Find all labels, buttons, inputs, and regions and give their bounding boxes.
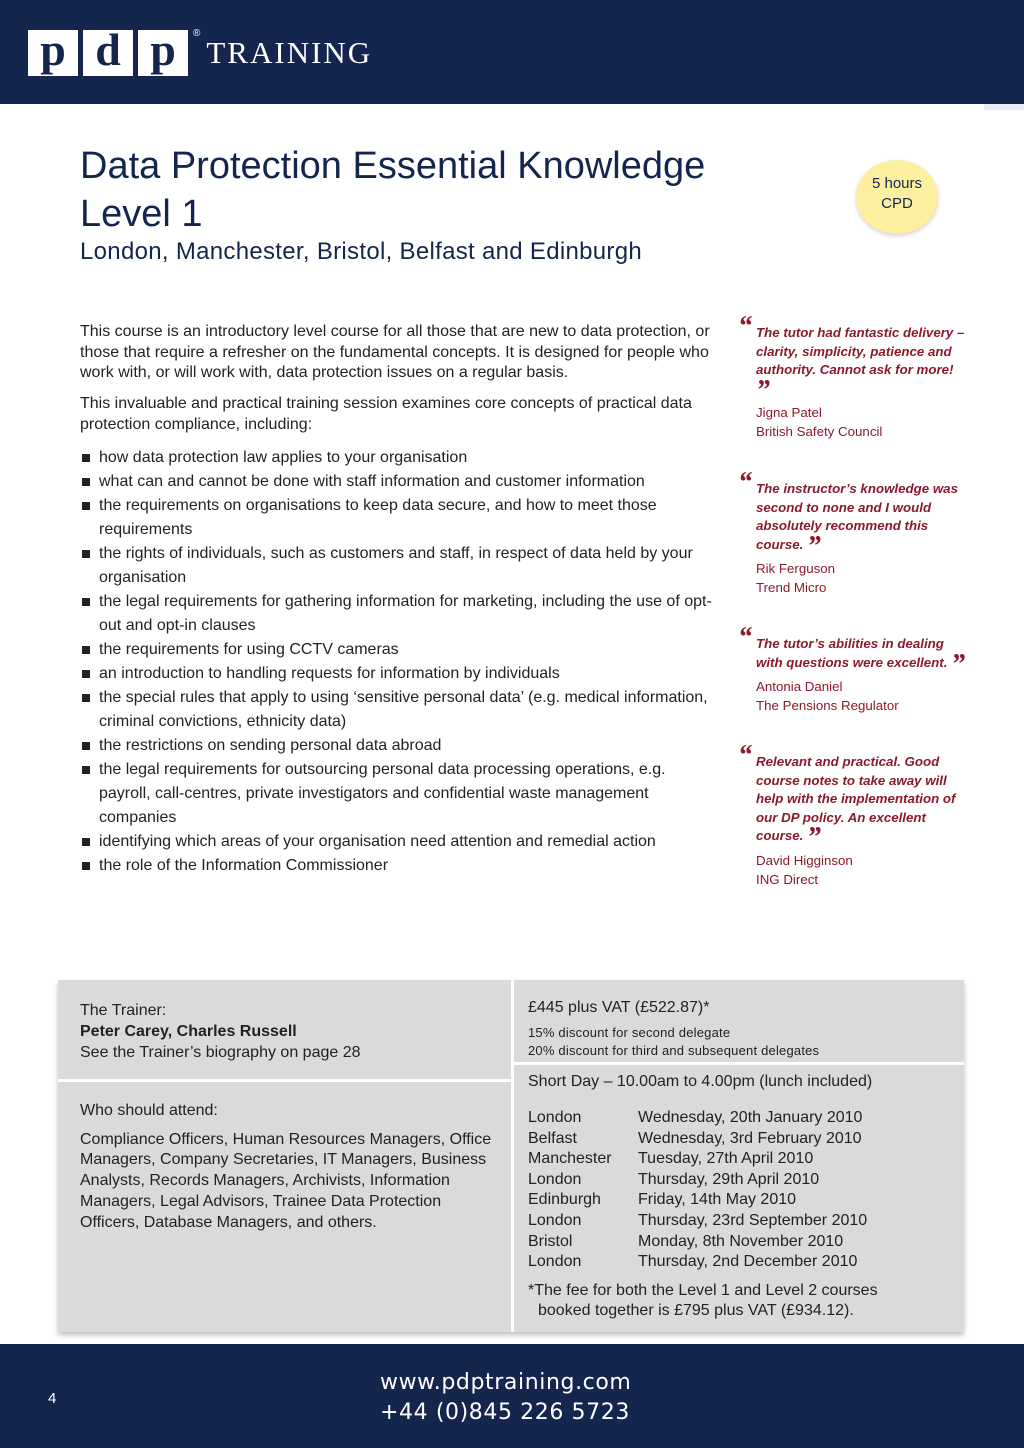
page-header [0, 0, 1024, 104]
testimonial-text: The instructor’s knowledge was second to none and I would absolutely recommend this course. [756, 481, 958, 552]
cpd-badge [856, 160, 938, 234]
topic-item: the requirements on organisations to keep data secure, and how to meet those requirements [80, 494, 720, 542]
course-price: £445 plus VAT (£522.87)* [528, 999, 710, 1016]
date-city: London [528, 1170, 582, 1188]
logo-letter-d: d [83, 30, 133, 76]
header-accent-strip [984, 104, 1024, 110]
testimonial-author: Rik Ferguson [756, 561, 836, 577]
bullet-square-icon [82, 694, 90, 702]
date-city: Manchester [528, 1150, 612, 1168]
table-row [528, 1252, 867, 1273]
phone-number[interactable]: +44 (0)845 226 5723 [380, 1400, 630, 1425]
testimonial-organisation: Trend Micro [756, 579, 827, 595]
table-row [528, 1190, 867, 1211]
testimonial-text: The tutor had fantastic delivery – clarity, simplicity, patience and authority. Cannot ask for more! [756, 325, 965, 378]
intro-paragraph-2: This invaluable and practical training session examines core concepts of practical data protection compliance, including: [80, 395, 692, 433]
testimonial [738, 311, 968, 442]
testimonial-quote [738, 311, 968, 406]
audience-section [80, 1101, 500, 1233]
topic-item: how data protection law applies to your organisation [80, 446, 720, 470]
bullet-square-icon [82, 550, 90, 558]
trainer-section [80, 1000, 361, 1063]
schedule-heading: Short Day – 10.00am to 4.00pm (lunch included) [528, 1073, 873, 1090]
discount-item: 20% discount for third and subsequent delegates [528, 1042, 820, 1058]
topic-item: the rights of individuals, such as customers and staff, in respect of data held by your organisation [80, 542, 720, 590]
dates-table [528, 1108, 867, 1273]
open-quote-icon: “ [738, 622, 752, 653]
bullet-square-icon [82, 742, 90, 750]
close-quote-icon: ” [807, 822, 822, 854]
date-value: Wednesday, 20th January 2010 [638, 1109, 863, 1126]
date-city: London [528, 1253, 582, 1271]
topic-item: the restrictions on sending personal data abroad [80, 734, 720, 758]
testimonial-organisation: British Safety Council [756, 423, 883, 439]
audience-text: Compliance Officers, Human Resources Managers, Office Managers, Company Secretaries, IT Managers, Business Analysts, Records Managers, Archivists, Information Managers, Legal Advisors, Trainee Data Protection Officers, Database Managers, and others. [80, 1130, 492, 1231]
trainer-label: The Trainer: [80, 1002, 167, 1019]
testimonial-text: The tutor’s abilities in dealing with questions were excellent. [756, 636, 948, 670]
testimonial-quote [738, 467, 968, 562]
pdp-training-logo[interactable] [28, 24, 373, 76]
course-title-line2: Level 1 [80, 193, 203, 235]
bullet-square-icon [82, 646, 90, 654]
testimonial [738, 622, 968, 715]
topic-item: the special rules that apply to using ‘sensitive personal data’ (e.g. medical information, criminal convictions, ethnicity data) [80, 686, 720, 734]
bullet-square-icon [82, 502, 90, 510]
footnote-line2: booked together is £795 plus VAT (£934.12). [538, 1302, 854, 1320]
topic-item: the legal requirements for outsourcing personal data processing operations, e.g. payroll, call-centres, private investigators and confidential waste management companies [80, 758, 720, 830]
date-city: London [528, 1211, 582, 1229]
topics-list [80, 446, 720, 878]
bullet-square-icon [82, 454, 90, 462]
cpd-label: CPD [881, 195, 913, 212]
bullet-square-icon [82, 670, 90, 678]
discount-item: 15% discount for second delegate [528, 1025, 731, 1040]
testimonial-author: David Higginson [756, 852, 853, 868]
testimonial [738, 740, 968, 889]
testimonial-author: Antonia Daniel [756, 679, 843, 695]
date-value: Tuesday, 27th April 2010 [638, 1150, 814, 1168]
intro-paragraph-1: This course is an introductory level course for all those that are new to data protection, or those that require a refresher on the fundamental concepts. It is designed for people who work with, or will work with, data protection issues on a regular basis. [80, 323, 710, 382]
panel-divider [514, 1062, 964, 1065]
testimonial-text: Relevant and practical. Good course notes to take away will help with the implementation of our DP policy. An excellent course. [756, 754, 956, 844]
logo-letter-p2: p [138, 30, 188, 76]
cpd-hours: 5 hours [871, 175, 923, 192]
date-city: London [528, 1109, 582, 1126]
panel-divider [58, 1079, 511, 1082]
course-description [80, 322, 720, 878]
combined-fee-note [528, 1281, 948, 1322]
registered-mark: ® [193, 28, 201, 39]
testimonial-quote [738, 622, 968, 680]
open-quote-icon: “ [738, 311, 752, 342]
close-quote-icon: ” [951, 648, 966, 680]
testimonial-organisation: ING Direct [756, 871, 819, 887]
table-row [528, 1170, 867, 1191]
date-value: Wednesday, 3rd February 2010 [638, 1129, 862, 1147]
topic-item: the role of the Information Commissioner [80, 854, 720, 878]
testimonial-quote [738, 740, 968, 854]
table-row [528, 1149, 867, 1170]
course-info-panel [58, 980, 964, 1332]
website-link[interactable]: www.pdptraining.com [380, 1370, 632, 1395]
bullet-square-icon [82, 766, 90, 774]
topic-item: identifying which areas of your organisation need attention and remedial action [80, 830, 720, 854]
audience-label: Who should attend: [80, 1102, 218, 1119]
table-row [528, 1211, 867, 1232]
trainer-names: Peter Carey, Charles Russell [80, 1023, 297, 1040]
course-title-line1: Data Protection Essential Knowledge [80, 145, 706, 187]
bullet-square-icon [82, 838, 90, 846]
logo-wordmark: TRAINING [206, 35, 373, 70]
table-row [528, 1108, 867, 1129]
trainer-bio-note: See the Trainer’s biography on page 28 [80, 1044, 361, 1061]
page-footer [0, 1344, 1024, 1448]
testimonial-organisation: The Pensions Regulator [756, 697, 899, 713]
open-quote-icon: “ [738, 740, 752, 771]
topic-item: the requirements for using CCTV cameras [80, 638, 720, 662]
close-quote-icon: ” [756, 374, 770, 406]
topic-item: the legal requirements for gathering information for marketing, including the use of opt-out and opt-in clauses [80, 590, 720, 638]
date-value: Monday, 8th November 2010 [638, 1232, 844, 1250]
logo-letter-p1: p [28, 30, 78, 76]
bullet-square-icon [82, 598, 90, 606]
course-title [80, 142, 705, 238]
bullet-square-icon [82, 478, 90, 486]
schedule-section [528, 1072, 948, 1322]
table-row [528, 1129, 867, 1150]
topic-item: what can and cannot be done with staff information and customer information [80, 470, 720, 494]
pricing-section [528, 998, 819, 1059]
testimonial-author: Jigna Patel [756, 405, 822, 421]
date-value: Friday, 14th May 2010 [638, 1191, 797, 1209]
date-value: Thursday, 23rd September 2010 [638, 1211, 868, 1229]
open-quote-icon: “ [738, 467, 752, 498]
testimonial [738, 467, 968, 598]
topic-item: an introduction to handling requests for information by individuals [80, 662, 720, 686]
bullet-square-icon [82, 862, 90, 870]
date-city: Edinburgh [528, 1191, 601, 1209]
date-city: Belfast [528, 1129, 577, 1147]
date-city: Bristol [528, 1232, 573, 1250]
date-value: Thursday, 29th April 2010 [638, 1170, 820, 1188]
date-value: Thursday, 2nd December 2010 [638, 1253, 858, 1271]
page-number: 4 [48, 1390, 57, 1407]
course-locations: London, Manchester, Bristol, Belfast and Edinburgh [80, 238, 643, 265]
table-row [528, 1232, 867, 1253]
discount-list [528, 1024, 819, 1059]
contact-block [380, 1368, 631, 1428]
panel-divider [511, 980, 514, 1332]
close-quote-icon: ” [807, 530, 822, 562]
footnote-line1: *The fee for both the Level 1 and Level 2 courses [528, 1281, 878, 1299]
